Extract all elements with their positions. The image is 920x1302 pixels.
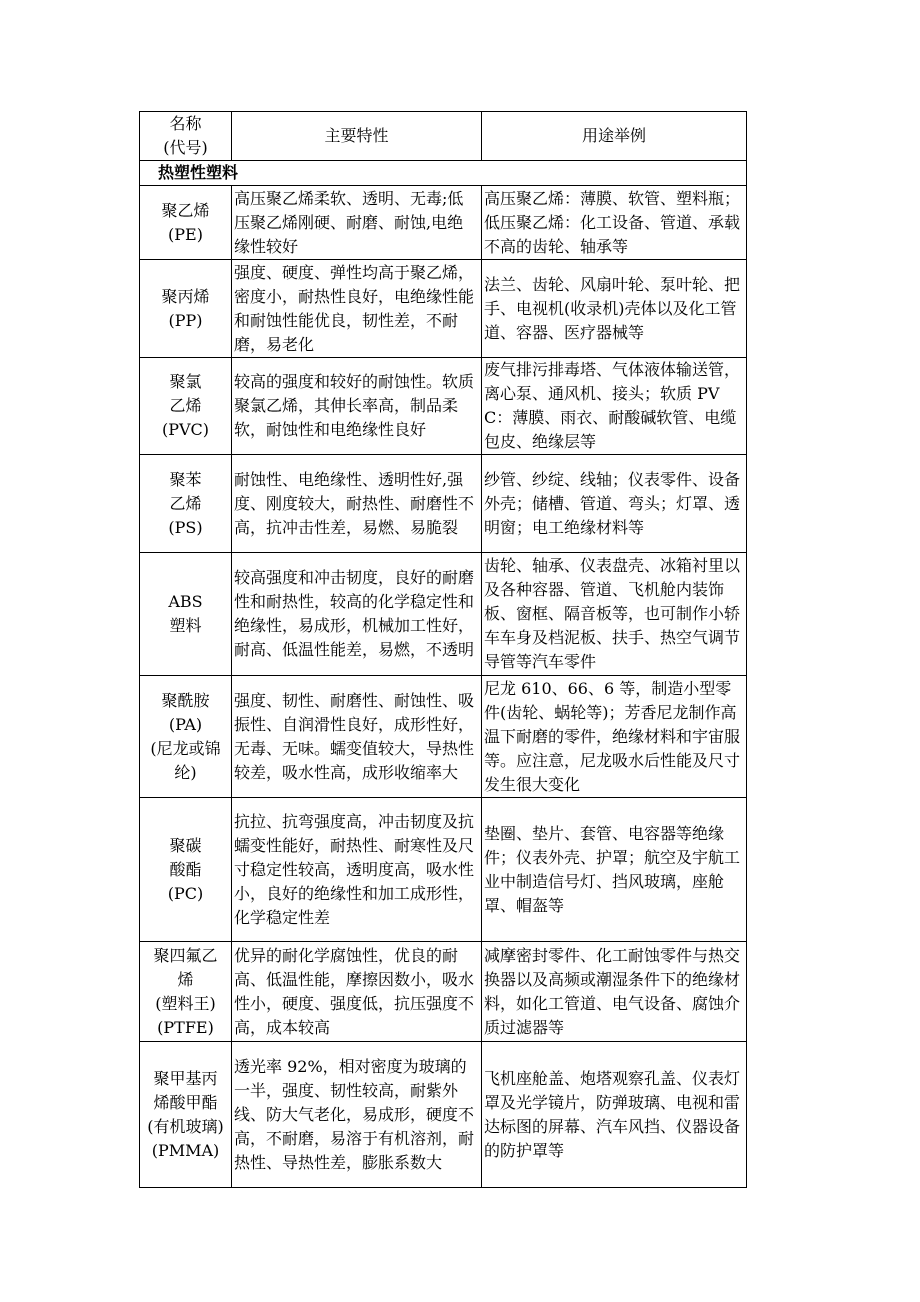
material-name-cell: ABS 塑料	[140, 553, 232, 676]
table-header-row	[140, 112, 747, 161]
material-name-cell: 聚碳 酸酯 (PC)	[140, 798, 232, 942]
uses-cell: 齿轮、轴承、仪表盘壳、冰箱衬里以及各种容器、管道、飞机舱内装饰板、窗框、隔音板等，也可制作小轿车车身及档泥板、扶手、热空气调节导管等汽车零件	[482, 553, 747, 676]
uses-cell: 飞机座舱盖、炮塔观察孔盖、仪表灯罩及光学镜片，防弹玻璃、电视和雷达标图的屏幕、汽车风挡、仪器设备的防护罩等	[482, 1042, 747, 1188]
plastics-table	[139, 111, 747, 1188]
document-page	[139, 111, 747, 1188]
table-row	[140, 455, 747, 553]
table-row	[140, 186, 747, 260]
features-cell: 透光率 92%，相对密度为玻璃的一半，强度、韧性较高，耐紫外线、防大气老化，易成形，硬度不高，不耐磨，易溶于有机溶剂，耐热性、导热性差，膨胀系数大	[232, 1042, 482, 1188]
features-cell: 较高强度和冲击韧度，良好的耐磨性和耐热性，较高的化学稳定性和绝缘性，易成形，机械加工性好，耐高、低温性能差，易燃，不透明	[232, 553, 482, 676]
features-cell: 强度、韧性、耐磨性、耐蚀性、吸振性、自润滑性良好，成形性好，无毒、无味。蠕变值较大，导热性较差，吸水性高，成形收缩率大	[232, 676, 482, 798]
uses-cell: 减摩密封零件、化工耐蚀零件与热交换器以及高频或潮湿条件下的绝缘材料，如化工管道、电气设备、腐蚀介质过滤器等	[482, 942, 747, 1042]
features-cell: 抗拉、抗弯强度高，冲击韧度及抗蠕变性能好，耐热性、耐寒性及尺寸稳定性较高，透明度高，吸水性小，良好的绝缘性和加工成形性，化学稳定性差	[232, 798, 482, 942]
table-row	[140, 676, 747, 798]
material-name-cell: 聚四氟乙 烯 (塑料王) (PTFE)	[140, 942, 232, 1042]
uses-cell: 纱管、纱绽、线轴；仪表零件、设备外壳；储槽、管道、弯头；灯罩、透明窗；电工绝缘材料等	[482, 455, 747, 553]
table-row	[140, 1042, 747, 1188]
header-uses-cell: 用途举例	[482, 112, 747, 161]
uses-cell: 废气排污排毒塔、气体液体输送管，离心泵、通风机、接头；软质 PVC：薄膜、雨衣、耐酸碱软管、电缆包皮、绝缘层等	[482, 358, 747, 455]
uses-cell: 尼龙 610、66、6 等，制造小型零件(齿轮、蜗轮等)；芳香尼龙制作高温下耐磨的零件，绝缘材料和宇宙服等。应注意，尼龙吸水后性能及尺寸发生很大变化	[482, 676, 747, 798]
table-row	[140, 798, 747, 942]
material-name-cell: 聚酰胺 (PA) (尼龙或锦 纶)	[140, 676, 232, 798]
material-name-cell: 聚丙烯 (PP)	[140, 260, 232, 358]
material-name-cell: 聚甲基丙 烯酸甲酯 (有机玻璃) (PMMA)	[140, 1042, 232, 1188]
uses-cell: 高压聚乙烯：薄膜、软管、塑料瓶；低压聚乙烯：化工设备、管道、承载不高的齿轮、轴承等	[482, 186, 747, 260]
header-name-cell: 名称 (代号)	[140, 112, 232, 161]
header-features-cell: 主要特性	[232, 112, 482, 161]
features-cell: 耐蚀性、电绝缘性、透明性好,强度、刚度较大，耐热性、耐磨性不高，抗冲击性差，易燃、易脆裂	[232, 455, 482, 553]
section-row	[140, 161, 747, 186]
table-row	[140, 358, 747, 455]
material-name-cell: 聚乙烯 (PE)	[140, 186, 232, 260]
table-row	[140, 942, 747, 1042]
material-name-cell: 聚氯 乙烯 (PVC)	[140, 358, 232, 455]
table-row	[140, 260, 747, 358]
uses-cell: 法兰、齿轮、风扇叶轮、泵叶轮、把手、电视机(收录机)壳体以及化工管道、容器、医疗器械等	[482, 260, 747, 358]
features-cell: 强度、硬度、弹性均高于聚乙烯，密度小，耐热性良好，电绝缘性能和耐蚀性能优良，韧性差，不耐磨，易老化	[232, 260, 482, 358]
features-cell: 高压聚乙烯柔软、透明、无毒;低压聚乙烯刚硬、耐磨、耐蚀,电绝缘性较好	[232, 186, 482, 260]
table-row	[140, 553, 747, 676]
features-cell: 优异的耐化学腐蚀性，优良的耐高、低温性能，摩擦因数小，吸水性小，硬度、强度低，抗压强度不高，成本较高	[232, 942, 482, 1042]
material-name-cell: 聚苯 乙烯 (PS)	[140, 455, 232, 553]
section-title: 热塑性塑料	[140, 161, 747, 186]
features-cell: 较高的强度和较好的耐蚀性。软质聚氯乙烯，其伸长率高，制品柔软，耐蚀性和电绝缘性良好	[232, 358, 482, 455]
uses-cell: 垫圈、垫片、套管、电容器等绝缘件；仪表外壳、护罩；航空及宇航工业中制造信号灯、挡风玻璃，座舱罩、帽盔等	[482, 798, 747, 942]
